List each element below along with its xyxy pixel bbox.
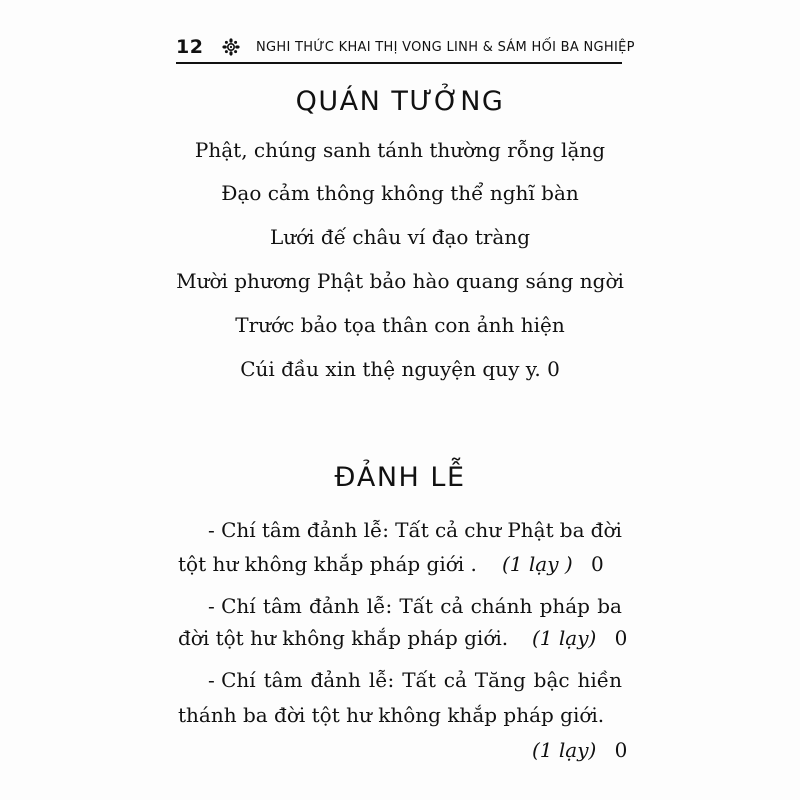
- word: cả: [440, 594, 464, 618]
- verse-line: Đạo cảm thông không thể nghĩ bàn: [221, 181, 579, 205]
- bell-mark: 0: [614, 626, 628, 650]
- word: hiền: [577, 668, 622, 692]
- word: pháp: [539, 594, 590, 618]
- word: tâm: [263, 668, 303, 692]
- prayer-text: tột hư không khắp pháp giới .: [178, 552, 477, 576]
- word: chư: [464, 518, 502, 542]
- word: tâm: [261, 518, 301, 542]
- word: - Chí: [208, 518, 256, 542]
- word: Tất: [402, 668, 436, 692]
- section-heading-quan-tuong: QUÁN TƯỞNG: [295, 86, 505, 117]
- running-title: NGHI THỨC KHAI THỊ VONG LINH & SÁM HỐI BA NGHIỆP: [256, 40, 635, 55]
- word: - Chí: [208, 668, 256, 692]
- prayer-line-first: [178, 518, 622, 542]
- bell-mark: 0: [591, 552, 604, 576]
- prayer-line-second: [178, 703, 622, 727]
- prostration-note: [502, 552, 604, 576]
- word: đảnh: [306, 518, 358, 542]
- prostration-count: (1 lạy ): [502, 552, 573, 576]
- prayer-text: thánh ba đời tột hư không khắp pháp giới.: [178, 703, 605, 727]
- word: lễ:: [368, 668, 395, 692]
- prostration-note: [532, 626, 627, 650]
- word: Phật: [507, 518, 554, 542]
- word: Tất: [395, 518, 429, 542]
- word: lễ:: [363, 518, 390, 542]
- word: ba: [559, 518, 585, 542]
- word: tâm: [262, 594, 302, 618]
- word: lễ:: [366, 594, 393, 618]
- bell-mark: 0: [614, 738, 628, 762]
- prostration-count: (1 lạy): [532, 738, 597, 762]
- word: Tất: [399, 594, 434, 618]
- word: Tăng: [474, 668, 526, 692]
- page-number: 12: [176, 36, 204, 58]
- prostration-count: (1 lạy): [532, 626, 597, 650]
- verse-line: Trước bảo tọa thân con ảnh hiện: [235, 313, 565, 337]
- word: ba: [597, 594, 622, 618]
- word: bậc: [533, 668, 570, 692]
- verse-line: Cúi đầu xin thệ nguyện quy y. 0: [240, 357, 560, 381]
- prayer-line-first: [178, 668, 622, 692]
- word: đảnh: [310, 668, 361, 692]
- word: cả: [443, 668, 467, 692]
- prayer-line-first: [178, 594, 622, 618]
- verse-line: Mười phương Phật bảo hào quang sáng ngời: [176, 269, 624, 293]
- verse-line: Phật, chúng sanh tánh thường rỗng lặng: [194, 138, 606, 162]
- word: đời: [590, 518, 622, 542]
- verse-line: Lưới đế châu ví đạo tràng: [269, 225, 531, 249]
- word: chánh: [470, 594, 533, 618]
- word: - Chí: [208, 594, 256, 618]
- word: đảnh: [309, 594, 360, 618]
- lotus-icon: [222, 38, 240, 56]
- prostration-note: [532, 738, 627, 762]
- section-heading-danh-le: ĐẢNH LỄ: [334, 462, 466, 493]
- prayer-text: đời tột hư không khắp pháp giới.: [178, 626, 509, 650]
- header-divider: [176, 62, 622, 64]
- word: cả: [434, 518, 459, 542]
